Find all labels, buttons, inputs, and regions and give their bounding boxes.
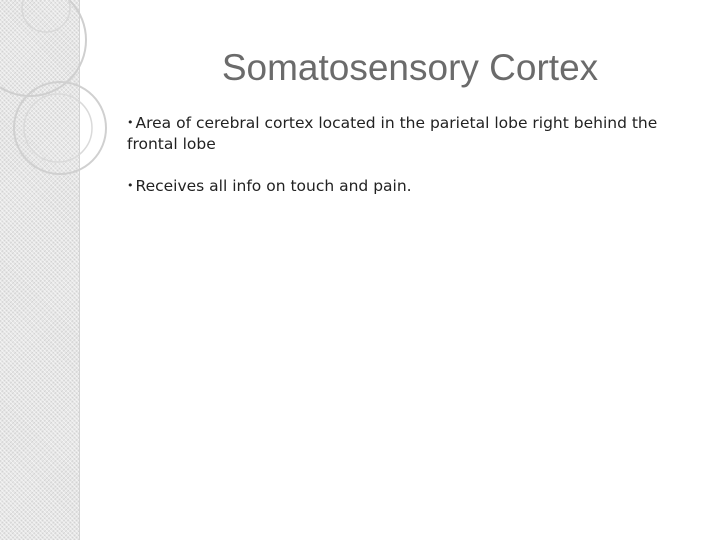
bullet-item — [127, 112, 687, 155]
left-texture-strip — [0, 0, 80, 540]
bullet-text: Area of cerebral cortex located in the parietal lobe right behind the frontal lobe — [127, 114, 658, 153]
bullet-text: Receives all info on touch and pain. — [135, 177, 412, 195]
bullet-list — [127, 112, 687, 217]
bullet-item — [127, 175, 687, 197]
bullet-marker: • — [127, 179, 134, 192]
bullet-marker: • — [127, 116, 134, 129]
slide-title: Somatosensory Cortex — [221, 47, 599, 88]
